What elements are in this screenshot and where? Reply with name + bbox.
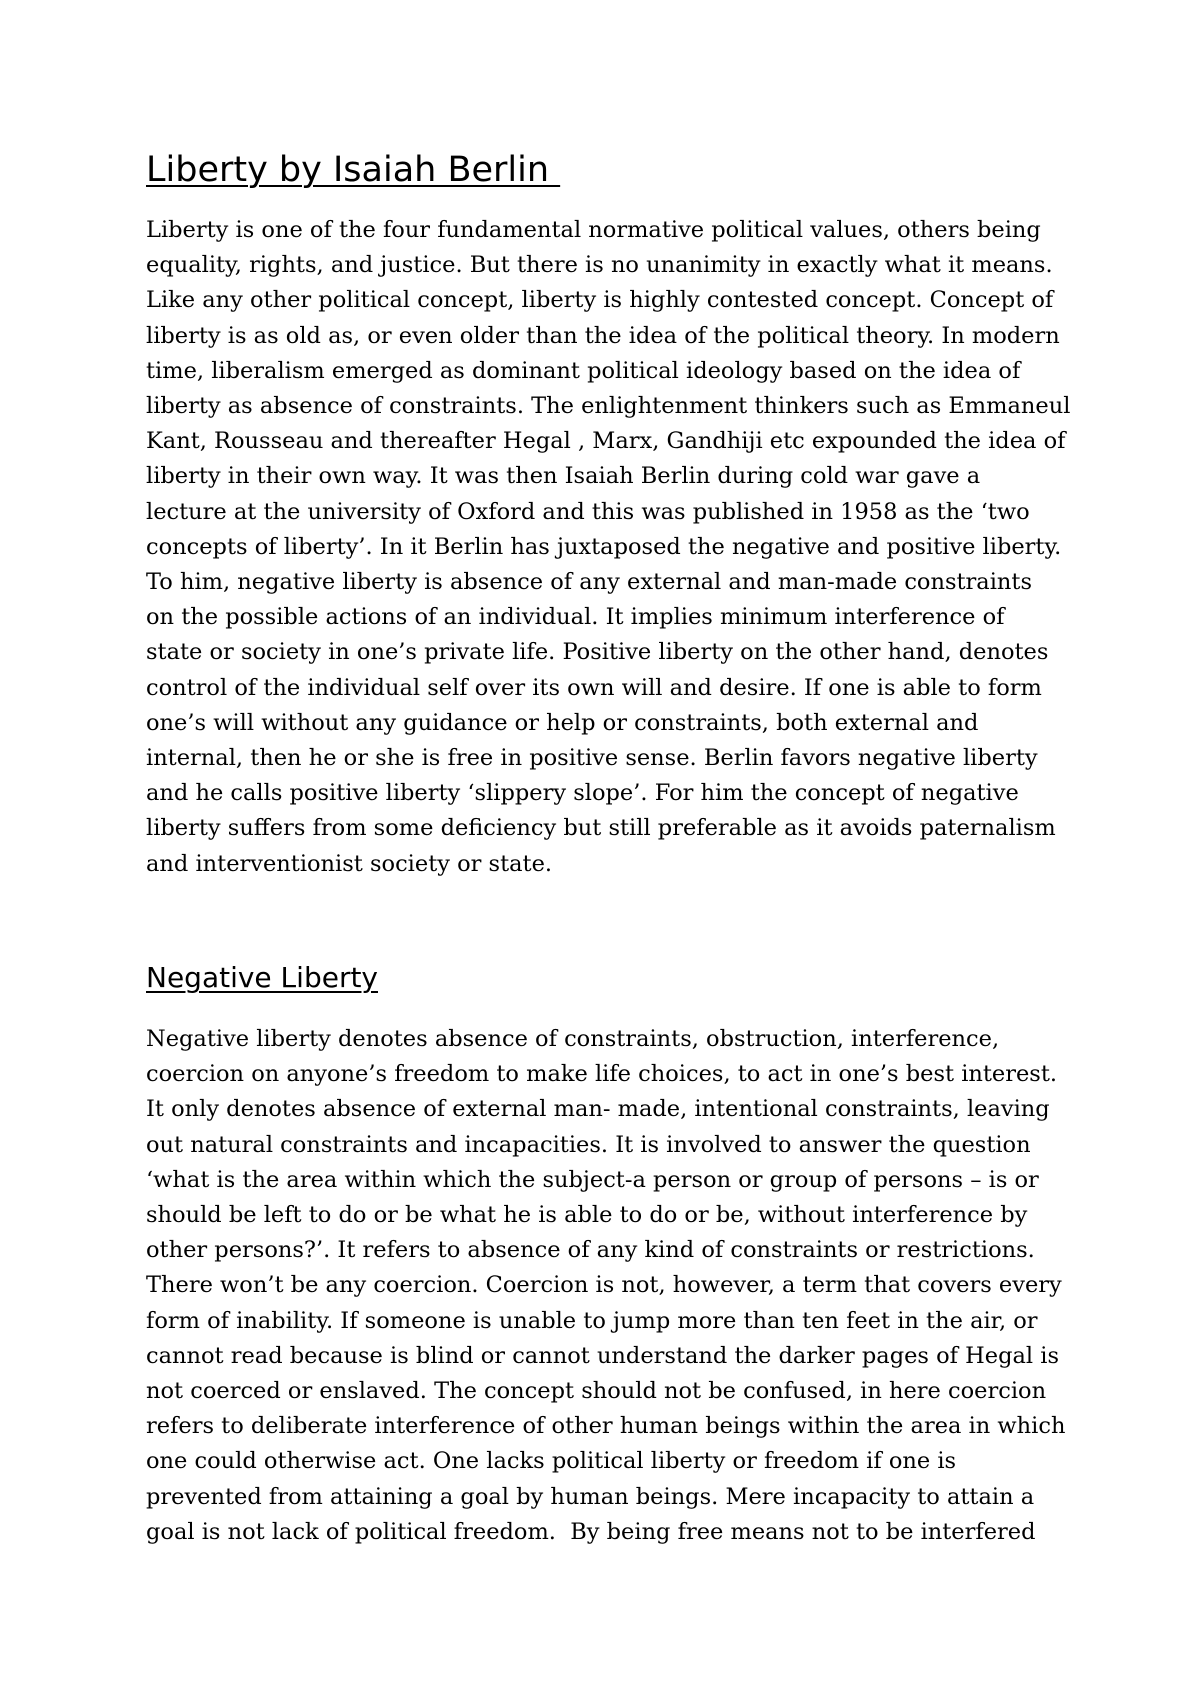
intro-paragraph [146,213,1086,882]
paragraph-line: prevented from attaining a goal by human beings. Mere incapacity to attain a [146,1483,1035,1510]
paragraph-line: lecture at the university of Oxford and this was published in 1958 as the ‘two [146,498,1030,525]
paragraph-line: one could otherwise act. One lacks political liberty or freedom if one is [146,1448,957,1475]
paragraph-line: liberty suffers from some deficiency but still preferable as it avoids paternalism [146,815,1056,842]
paragraph-line: and interventionist society or state. [146,850,553,877]
document-title: Liberty by Isaiah Berlin [146,150,561,190]
paragraph-line: coercion on anyone’s freedom to make life choices, to act in one’s best interest. [146,1061,1058,1088]
paragraph-line: cannot read because is blind or cannot understand the darker pages of Hegal is [146,1342,1059,1369]
paragraph-line: state or society in one’s private life. Positive liberty on the other hand, denotes [146,639,1049,666]
paragraph-line: one’s will without any guidance or help or constraints, both external and [146,709,979,736]
paragraph-line: control of the individual self over its own will and desire. If one is able to form [146,674,1042,701]
paragraph-line: Kant, Rousseau and thereafter Hegal , Marx, Gandhiji etc expounded the idea of [146,428,1066,455]
paragraph-line: not coerced or enslaved. The concept should not be confused, in here coercion [146,1378,1047,1405]
paragraph-line: Liberty is one of the four fundamental normative political values, others being [146,217,1041,243]
paragraph-line: It only denotes absence of external man- made, intentional constraints, leaving [146,1096,1050,1123]
paragraph-line: There won’t be any coercion. Coercion is not, however, a term that covers every [146,1272,1062,1299]
paragraph-line: should be left to do or be what he is able to do or be, without interference by [146,1202,1028,1229]
paragraph-line: internal, then he or she is free in positive sense. Berlin favors negative liberty [146,745,1038,772]
paragraph-line: equality, rights, and justice. But there is no unanimity in exactly what it means. [146,252,1053,279]
paragraph-line: liberty as absence of constraints. The enlightenment thinkers such as Emmaneul [146,393,1071,420]
paragraph-line: refers to deliberate interference of other human beings within the area in which [146,1413,1066,1440]
paragraph-line: out natural constraints and incapacities. It is involved to answer the question [146,1131,1031,1158]
paragraph-line: and he calls positive liberty ‘slippery slope’. For him the concept of negative [146,780,1019,807]
paragraph-line: ‘what is the area within which the subject-a person or group of persons – is or [146,1166,1039,1193]
paragraph-line: To him, negative liberty is absence of any external and man-made constraints [146,569,1032,596]
paragraph-line: form of inability. If someone is unable to jump more than ten feet in the air, or [146,1307,1038,1334]
paragraph-line: Like any other political concept, liberty is highly contested concept. Concept of [146,287,1054,314]
paragraph-line: time, liberalism emerged as dominant political ideology based on the idea of [146,357,1021,384]
section-heading-negative-liberty: Negative Liberty [146,961,378,994]
paragraph-line: other persons?’. It refers to absence of any kind of constraints or restrictions. [146,1237,1035,1264]
paragraph-line: goal is not lack of political freedom. By being free means not to be interfered [146,1518,1036,1545]
paragraph-line: liberty is as old as, or even older than the idea of the political theory. In modern [146,322,1060,349]
paragraph-line: Negative liberty denotes absence of constraints, obstruction, interference, [146,1026,1000,1052]
negative-liberty-paragraph [146,1022,1086,1550]
paragraph-line: concepts of liberty’. In it Berlin has juxtaposed the negative and positive liberty. [146,533,1062,560]
paragraph-line: liberty in their own way. It was then Isaiah Berlin during cold war gave a [146,463,981,490]
paragraph-line: on the possible actions of an individual. It implies minimum interference of [146,604,1005,631]
